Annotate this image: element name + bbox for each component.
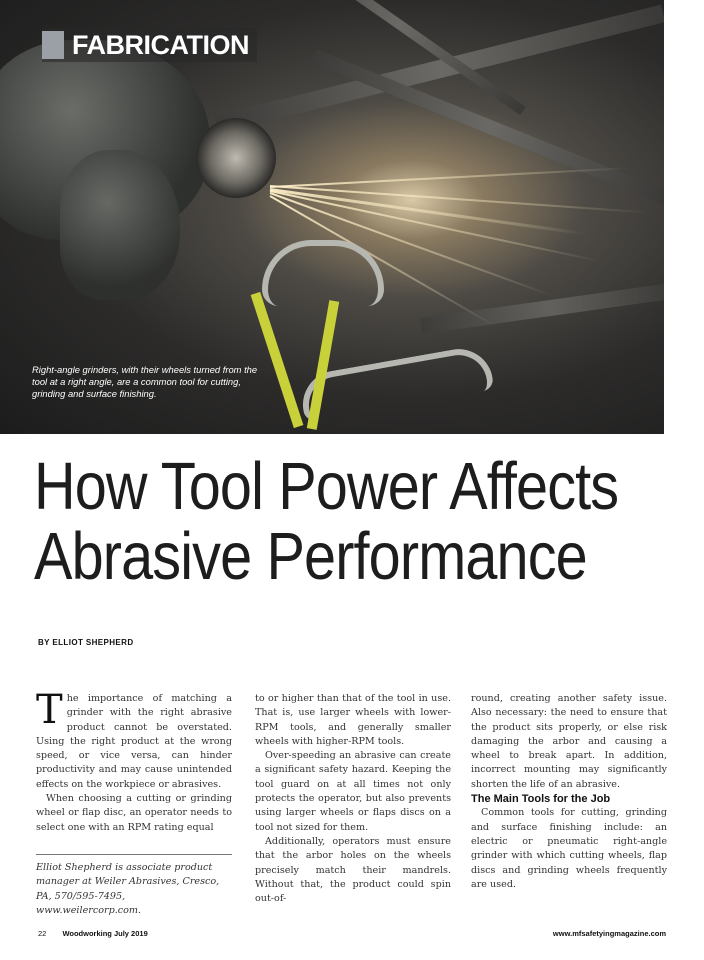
paragraph: When choosing a cutting or grinding wheel or flap disc, an operator needs to select one with an RPM rating equal (36, 793, 232, 833)
paragraph-text: he importance of matching a grinder with the right abrasive product cannot be overstated. Using the right product at the wrong speed, or vice versa, can hinder productivity and may cause unintended effects on the workpiece or abrasives. (36, 693, 232, 790)
spark-stream (270, 185, 649, 214)
steel-plate (420, 282, 664, 334)
section-label: FABRICATION (72, 29, 249, 60)
grinder-wheel (196, 118, 276, 198)
photo-caption: Right-angle grinders, with their wheels turned from the tool at a right angle, are a common tool for cutting, grinding and surface finishing. (32, 364, 258, 399)
paragraph (36, 687, 232, 792)
headline-line-2: Abrasive Performance (34, 519, 587, 594)
paragraph: Additionally, operators must ensure that the arbor holes on the wheels precisely match their mandrels. Without that, the product could spin out-of- (255, 835, 451, 905)
drop-cap: T (36, 687, 63, 733)
paragraph: to or higher than that of the tool in use. That is, use larger wheels with lower-RPM tools, and generally smaller wheels with higher-RPM tools. (255, 693, 451, 747)
headline-line-1: How Tool Power Affects (34, 449, 619, 524)
publication-name: Woodworking July 2019 (62, 929, 148, 938)
paragraph: Common tools for cutting, grinding and surface finishing include: an electric or pneumatic right-angle grinder with which cutting wheels, flap discs and grinding wheels frequently are used. (471, 807, 667, 890)
author-bio: Elliot Shepherd is associate product manager at Weiler Abrasives, Cresco, PA, 570/595-7495, www.weilercorp.com. (36, 854, 232, 918)
spark-stream (270, 167, 630, 188)
gloved-hand (60, 150, 180, 300)
byline: BY ELLIOT SHEPHERD (38, 638, 134, 647)
article-headline (34, 449, 619, 594)
section-tag-bar (42, 31, 64, 59)
article-column-2 (255, 692, 451, 906)
paragraph: Over-speeding an abrasive can create a significant safety hazard. Keeping the tool guard on at all times not only protects the operator, but also prevents using larger wheels or flaps discs on a tool not sized for them. (255, 750, 451, 833)
page-number: 22 (38, 929, 47, 938)
article-column-3 (471, 692, 667, 892)
hero-photo (0, 0, 664, 434)
sawhorse-leg (251, 292, 304, 428)
article-column-1 (36, 687, 232, 835)
website-url: www.mfsafetyingmagazine.com (552, 929, 666, 938)
subheading: The Main Tools for the Job (471, 793, 611, 806)
page-footer-left (38, 929, 148, 938)
section-tag (42, 28, 257, 62)
paragraph: round, creating another safety issue. Also necessary: the need to ensure that the product sits properly, or else risk damaging the arbor and causing a wheel to break apart. In addition, incorrect mounting may significantly shorten the life of an abrasive. (471, 693, 667, 790)
